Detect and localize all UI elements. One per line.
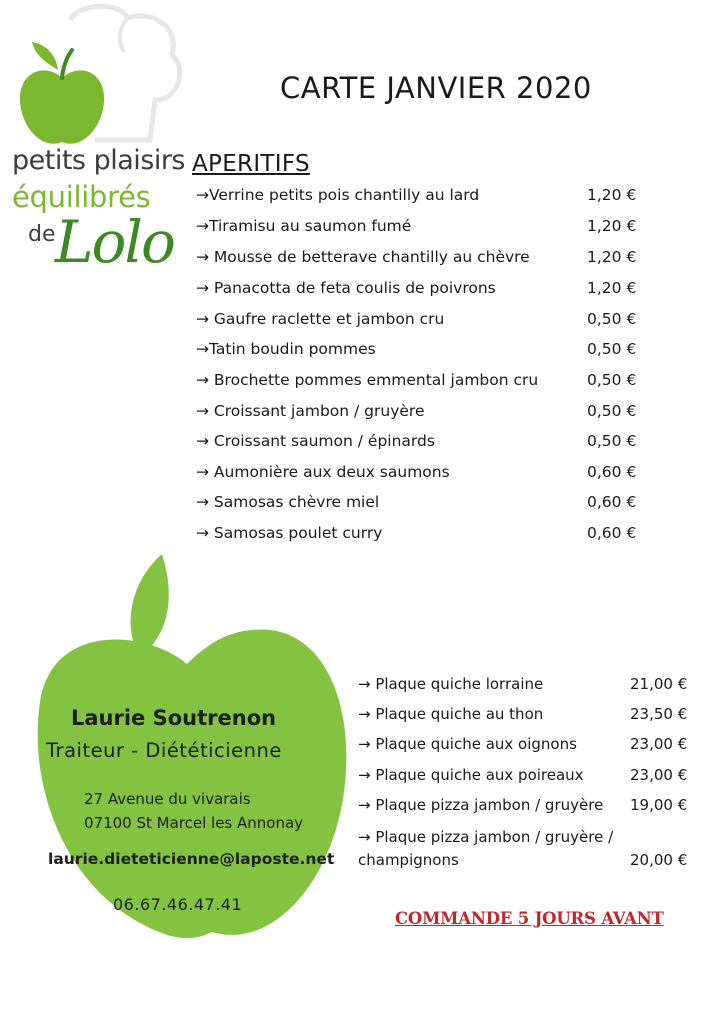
item-name: →Tiramisu au saumon fumé bbox=[196, 217, 412, 235]
item-name: → Plaque pizza jambon / gruyère bbox=[358, 796, 604, 814]
logo bbox=[0, 0, 195, 290]
item-price: 0,60 € bbox=[587, 493, 637, 511]
contact-role: Traiteur - Diététicienne bbox=[46, 739, 282, 762]
item-price: 0,50 € bbox=[587, 371, 637, 389]
list-item bbox=[196, 279, 646, 303]
item-price: 0,60 € bbox=[587, 463, 637, 481]
page-title: CARTE JANVIER 2020 bbox=[280, 71, 592, 105]
logo-text-equilibres: équilibrés bbox=[12, 180, 151, 214]
item-price: 23,00 € bbox=[630, 735, 688, 753]
logo-text-petits-plaisirs: petits plaisirs bbox=[12, 145, 185, 176]
list-item bbox=[196, 186, 646, 210]
item-price: 1,20 € bbox=[587, 217, 637, 235]
list-item bbox=[196, 248, 646, 272]
item-name: →Tatin boudin pommes bbox=[196, 340, 376, 358]
logo-apple-icon bbox=[0, 0, 195, 150]
contact-email: laurie.dieteticienne@laposte.net bbox=[48, 850, 335, 868]
item-name: → Samosas chèvre miel bbox=[196, 493, 380, 511]
item-price: 0,50 € bbox=[587, 432, 637, 450]
item-price: 1,20 € bbox=[587, 186, 637, 204]
section-heading-aperitifs: APERITIFS bbox=[192, 151, 310, 177]
order-notice: COMMANDE 5 JOURS AVANT bbox=[395, 909, 664, 928]
item-name: → Plaque quiche aux oignons bbox=[358, 735, 577, 753]
item-price: 1,20 € bbox=[587, 279, 637, 297]
list-item bbox=[196, 371, 646, 395]
item-price: 0,50 € bbox=[587, 402, 637, 420]
item-name: → Gaufre raclette et jambon cru bbox=[196, 310, 445, 328]
list-item bbox=[196, 524, 646, 548]
list-item bbox=[196, 310, 646, 334]
logo-text-de: de bbox=[28, 222, 56, 247]
item-name: → Samosas poulet curry bbox=[196, 524, 383, 542]
item-name: → Plaque quiche au thon bbox=[358, 705, 544, 723]
item-name: →Verrine petits pois chantilly au lard bbox=[196, 186, 480, 204]
list-item bbox=[196, 340, 646, 364]
item-price: 0,50 € bbox=[587, 310, 637, 328]
list-item bbox=[196, 463, 646, 487]
item-name: → Panacotta de feta coulis de poivrons bbox=[196, 279, 496, 297]
item-name: → Plaque quiche lorraine bbox=[358, 675, 544, 693]
item-name: → Plaque pizza jambon / gruyère / bbox=[358, 828, 614, 846]
item-name: → Aumonière aux deux saumons bbox=[196, 463, 450, 481]
item-name: → Brochette pommes emmental jambon cru bbox=[196, 371, 539, 389]
item-price: 20,00 € bbox=[630, 851, 688, 869]
contact-address-line2: 07100 St Marcel les Annonay bbox=[84, 814, 304, 832]
contact-address-line1: 27 Avenue du vivarais bbox=[84, 790, 251, 808]
contact-phone: 06.67.46.47.41 bbox=[113, 895, 243, 914]
item-price: 19,00 € bbox=[630, 796, 688, 814]
contact-name: Laurie Soutrenon bbox=[71, 706, 277, 730]
item-name: → Mousse de betterave chantilly au chèvre bbox=[196, 248, 530, 266]
item-price: 23,50 € bbox=[630, 705, 688, 723]
item-price: 0,60 € bbox=[587, 524, 637, 542]
item-price: 21,00 € bbox=[630, 675, 688, 693]
item-name: → Plaque quiche aux poireaux bbox=[358, 766, 584, 784]
item-price: 0,50 € bbox=[587, 340, 637, 358]
item-name-continued: champignons bbox=[358, 851, 459, 869]
item-price: 23,00 € bbox=[630, 766, 688, 784]
item-name: → Croissant saumon / épinards bbox=[196, 432, 435, 450]
list-item bbox=[196, 493, 646, 517]
item-price: 1,20 € bbox=[587, 248, 637, 266]
item-name: → Croissant jambon / gruyère bbox=[196, 402, 425, 420]
logo-text-lolo: Lolo bbox=[55, 208, 174, 276]
list-item bbox=[196, 402, 646, 426]
list-item bbox=[196, 217, 646, 241]
list-item bbox=[196, 432, 646, 456]
